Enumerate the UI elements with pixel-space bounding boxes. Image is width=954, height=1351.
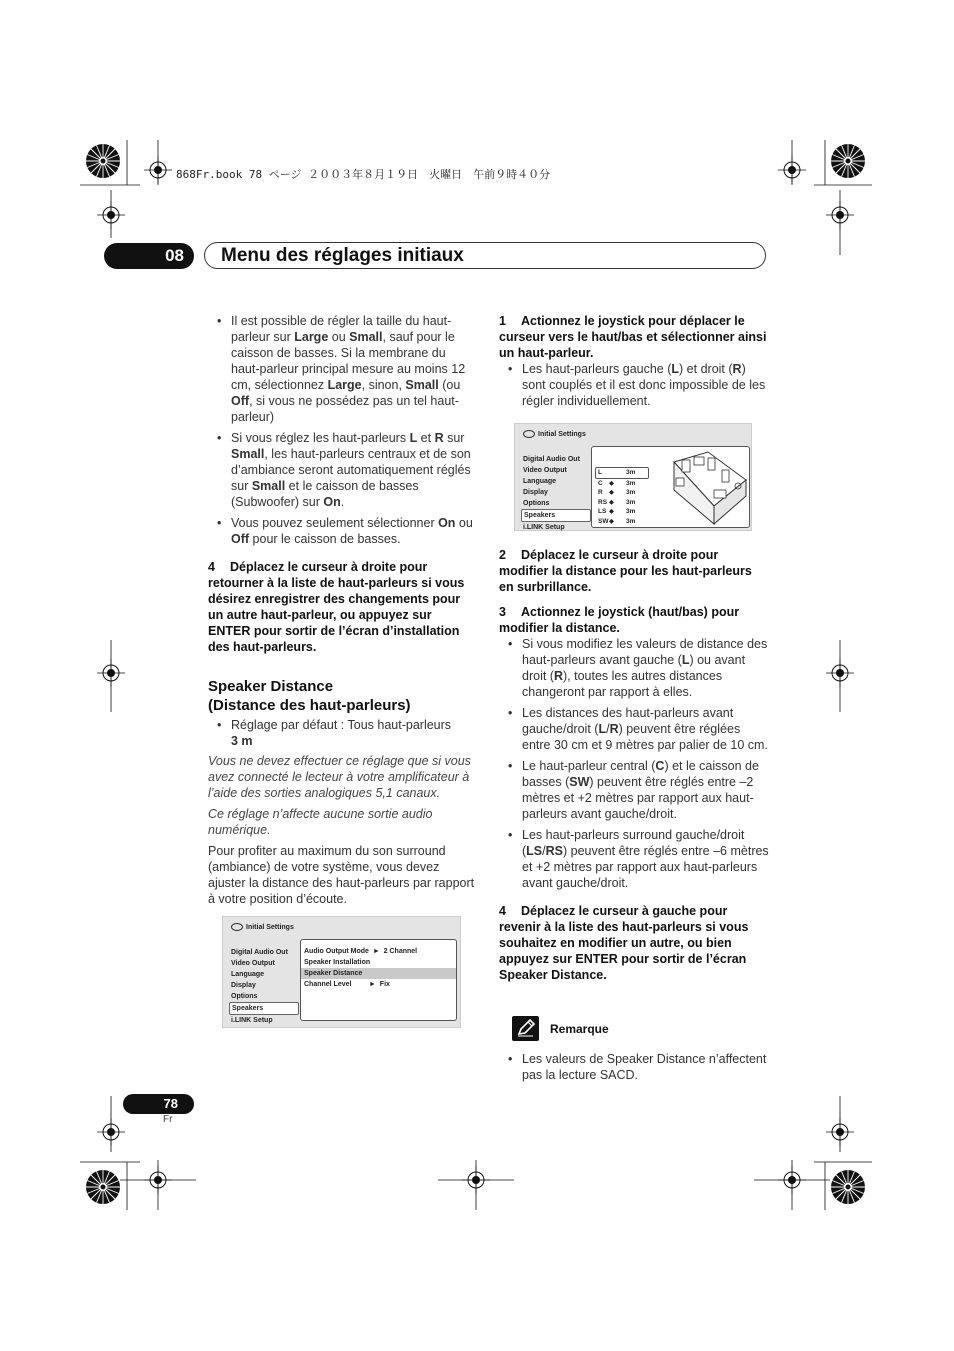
speaker-row: L 3m xyxy=(595,467,649,479)
speaker-row: SW ◆ 3m xyxy=(598,517,636,525)
list-item: • Les distances des haut-parleurs avant gauche/droit (L/R) peuvent être réglées entre 30 cm et 9 mètres par palier de 10 cm. xyxy=(499,705,769,753)
language-code: Fr xyxy=(163,1114,173,1125)
paragraph: Pour profiter au maximum du son surround (ambiance) de votre système, vous devez ajuster la distance des haut-parleurs par rapport à votre position d’écoute. xyxy=(208,844,475,906)
menu-item-selected: Speakers xyxy=(229,1002,299,1015)
menu-item: i.LINK Setup xyxy=(231,1017,273,1024)
speaker-row: LS ◆ 3m xyxy=(598,508,636,515)
menu-item: i.LINK Setup xyxy=(523,524,565,531)
step-2: 2 Déplacez le curseur à droite pour modifier la distance pour les haut-parleurs en surbrillance. xyxy=(499,548,752,594)
speaker-list xyxy=(595,467,649,526)
menu-item: Digital Audio Out xyxy=(523,456,580,463)
list-item: • Si vous modifiez les valeurs de distance des haut-parleurs avant gauche (L) ou avant droit (R), toutes les autres distances changeront par rapport à elles. xyxy=(499,636,769,700)
panel-row: Audio Output Mode ► 2 Channel xyxy=(304,948,418,955)
section-heading: Speaker Distance (Distance des haut-parleurs) xyxy=(208,678,411,714)
disc-icon xyxy=(231,923,243,931)
step-1-list xyxy=(499,361,769,409)
list-item: • Le haut-parleur central (C) et le caisson de basses (SW) peuvent être réglés entre –2 mètres et +2 mètres par rapport aux haut-parleurs avant gauche/droit. xyxy=(499,758,769,822)
size-notes-list xyxy=(208,313,476,547)
italic-note-1: Vous ne devez effectuer ce réglage que si vous avez connecté le lecteur à votre amplificateur à l’aide des sorties analogiques 5,1 canaux. xyxy=(208,754,471,800)
screen-header: Initial Settings xyxy=(231,923,294,931)
panel-row: Channel Level ► Fix xyxy=(304,981,390,988)
panel-row: Speaker Installation xyxy=(304,959,371,966)
book-info-line: 868Fr.book 78 ページ ２００３年８月１９日 火曜日 午前９時４０分 xyxy=(176,168,551,181)
menu-item: Video Output xyxy=(523,467,567,474)
list-item: • Les haut-parleurs gauche (L) et droit (R) sont couplés et il est donc impossible de les régler individuellement. xyxy=(499,361,769,409)
room-diagram-icon xyxy=(670,450,748,526)
page-number: 78 xyxy=(123,1094,194,1114)
menu-item-selected: Speakers xyxy=(521,509,591,522)
step-1: 1 Actionnez le joystick pour déplacer le curseur vers le haut/bas et sélectionner ainsi un haut-parleur. xyxy=(499,314,767,360)
screen-menu xyxy=(521,454,591,533)
disc-icon xyxy=(523,430,535,438)
menu-item: Display xyxy=(231,982,256,989)
list-item: • Si vous réglez les haut-parleurs L et R sur Small, les haut-parleurs centraux et de son d’ambiance seront automatiquement réglés sur Small et le caisson de basses (Subwoofer) sur On. xyxy=(208,430,476,510)
left-column xyxy=(208,313,476,907)
menu-item: Options xyxy=(523,500,550,507)
step-4-right: 4 Déplacez le curseur à gauche pour revenir à la liste des haut-parleurs si vous souhaitez en modifier un autre, ou bien appuyez sur ENTER pour sortir de l’écran Speaker Distance. xyxy=(499,904,749,982)
step-3-list xyxy=(499,636,769,891)
list-item: • Vous pouvez seulement sélectionner On ou Off pour le caisson de basses. xyxy=(208,515,476,547)
menu-item: Video Output xyxy=(231,960,275,967)
default-list xyxy=(208,717,476,749)
screen-menu xyxy=(229,947,299,1026)
speaker-row: RS ◆ 3m xyxy=(598,498,636,506)
menu-item: Digital Audio Out xyxy=(231,949,288,956)
initial-settings-screen-1 xyxy=(222,916,461,1028)
speaker-row: C ◆ 3m xyxy=(598,479,636,487)
menu-item: Display xyxy=(523,489,548,496)
panel-row-selected: Speaker Distance xyxy=(301,968,456,979)
step-4-left: 4 Déplacez le curseur à droite pour retourner à la liste de haut-parleurs si vous désirez enregistrer des changements pour un autre haut-parleur, ou appuyez sur ENTER pour sortir de l’écran d’installation des haut-parleurs. xyxy=(208,560,465,654)
right-column-lower xyxy=(499,547,769,989)
screen-header: Initial Settings xyxy=(523,430,586,438)
note-pencil-icon xyxy=(512,1016,539,1041)
list-item: • Les haut-parleurs surround gauche/droit (LS/RS) peuvent être réglés entre –6 mètres et +2 mètres par rapport aux haut-parleurs avant gauche/droit. xyxy=(499,827,769,891)
right-column xyxy=(499,313,769,414)
speaker-row: R ◆ 3m xyxy=(598,489,636,496)
italic-note-2: Ce réglage n’affecte aucune sortie audio numérique. xyxy=(208,807,433,837)
initial-settings-screen-2 xyxy=(514,423,752,531)
chapter-title: Menu des réglages initiaux xyxy=(204,242,766,269)
menu-item: Language xyxy=(231,971,265,978)
menu-item: Language xyxy=(523,478,557,485)
step-3: 3 Actionnez le joystick (haut/bas) pour modifier la distance. xyxy=(499,605,740,635)
list-item: • Les valeurs de Speaker Distance n’affectent pas la lecture SACD. xyxy=(499,1051,769,1083)
note-list xyxy=(499,1051,769,1088)
list-item: • Il est possible de régler la taille du haut-parleur sur Large ou Small, sauf pour le caisson de basses. Si la membrane du haut-parleur principal mesure au moins 12 cm, sélectionnez Large, sinon, Small (ou Off, si vous ne possédez pas un tel haut-parleur) xyxy=(208,313,476,425)
settings-panel xyxy=(300,939,457,1021)
chapter-number-badge: 08 xyxy=(104,243,194,269)
list-item: • Réglage par défaut : Tous haut-parleurs 3 m xyxy=(208,717,476,749)
note-title: Remarque xyxy=(550,1022,609,1036)
menu-item: Options xyxy=(231,993,258,1000)
